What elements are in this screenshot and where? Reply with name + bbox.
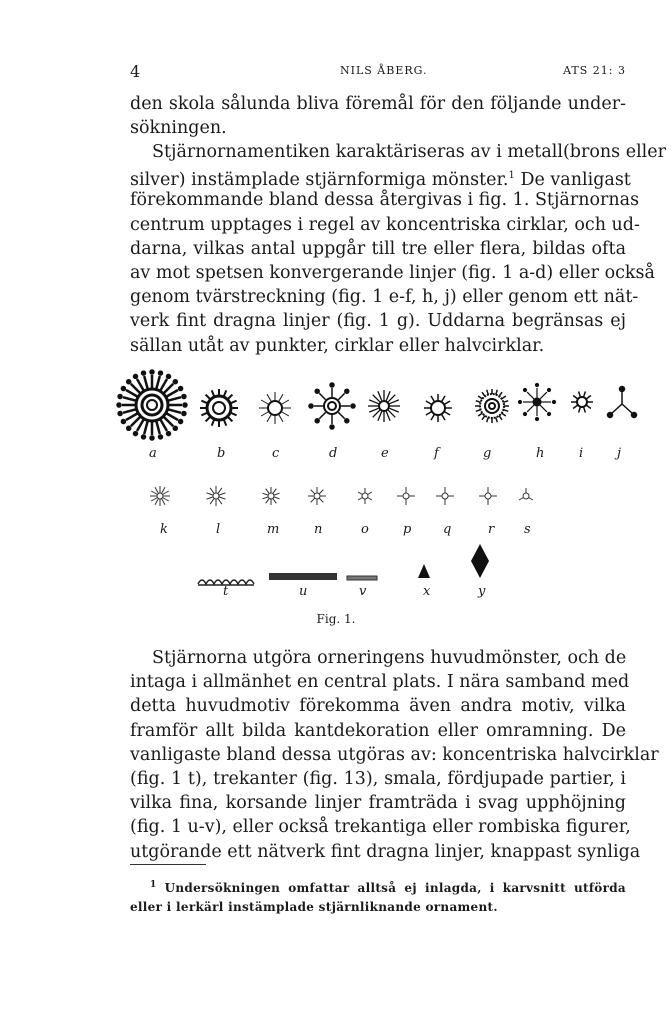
star-ray (163, 498, 169, 502)
star-ray (219, 493, 226, 495)
star-dot (524, 389, 527, 392)
star-dot (330, 383, 334, 387)
star-ray (584, 392, 586, 398)
star-ray (579, 407, 581, 413)
star-ray (476, 401, 481, 403)
footnote-line (130, 876, 626, 898)
star-dot (182, 412, 185, 415)
star-ray (126, 390, 137, 397)
star-ray (161, 420, 168, 431)
text-line (130, 164, 631, 191)
footnote-marker: 1 (150, 880, 157, 890)
star-dot (134, 432, 137, 435)
ornament-e (368, 390, 400, 422)
text-line: sökningen. (130, 118, 227, 139)
star-ray (431, 414, 435, 420)
star-ray (390, 408, 399, 412)
text-line: centrum upptages i regel av koncentriska cirklar, och ud- (130, 214, 640, 235)
star-ray (164, 384, 173, 393)
star-ray (338, 412, 344, 418)
star-dot (548, 389, 551, 392)
figure-label-x: x (423, 584, 431, 599)
ornament-b (200, 389, 238, 427)
star-dot (309, 404, 313, 408)
star-ray (442, 396, 446, 402)
figure-label-b: b (217, 446, 226, 461)
running-author: NILS ÅBERG. (340, 64, 428, 77)
star-ray (519, 498, 523, 501)
text-line: vanligaste bland dessa utgöras av: koncentriska halvcirklar (130, 744, 659, 765)
text-line: detta huvudmotiv förekomma även andra motiv, vilka (130, 696, 626, 717)
star-ray (503, 410, 508, 412)
star-ray (228, 395, 233, 400)
star-ray (164, 417, 173, 426)
star-ray (442, 414, 446, 420)
star-ray (499, 392, 502, 396)
star-ray (201, 401, 208, 404)
star-ray (137, 420, 144, 431)
figure-label-q: q (443, 522, 452, 537)
star-ray (218, 498, 222, 504)
figure-label-m: m (267, 522, 280, 537)
star-dot (159, 435, 162, 438)
star-ray (503, 401, 508, 403)
star-dot (179, 420, 182, 423)
footnote-rule (130, 864, 206, 865)
text-line: verk fint dragna linjer (fig. 1 g). Uddarna begränsas ej (130, 311, 626, 332)
figure-label-t: t (223, 584, 229, 599)
star-ray (311, 498, 315, 502)
star-ray (207, 493, 214, 495)
star-dot (315, 419, 319, 423)
star-dot (142, 435, 145, 438)
star-ray (584, 407, 586, 413)
star-ray (496, 417, 498, 422)
text-line: (fig. 1 u-v), eller också trekantiga eller rombiska figurer, (130, 817, 631, 838)
paragraph-2 (130, 140, 666, 358)
footnote-reference: 1 (508, 170, 515, 182)
text-line: den skola sålunda bliva föremål för den följande under- (130, 94, 626, 114)
ornament-a (118, 371, 187, 440)
star-ray (369, 408, 378, 412)
star-ray (476, 410, 481, 412)
star-ray (155, 487, 159, 493)
star-ray (368, 492, 372, 495)
star-ray (224, 390, 227, 397)
text-line: sällan utåt av punkter, cirklar eller halvcirklar. (130, 335, 545, 356)
star-dot (142, 372, 145, 375)
ornament-row2 (397, 487, 415, 505)
text-fragment: Undersökningen omfattar alltså ej inlagda, i karvsnitt utförda (164, 881, 626, 895)
star-ray (207, 497, 214, 499)
star-ray (144, 376, 147, 389)
star-ray (266, 489, 270, 494)
star-dot (548, 413, 551, 416)
star-ray (319, 393, 325, 399)
star-ray (162, 499, 166, 505)
figure-label-i: i (579, 446, 584, 461)
figure-label-l: l (216, 522, 221, 537)
star-dot (519, 401, 522, 404)
ornament-row2 (479, 487, 497, 505)
ornament-i (571, 392, 593, 413)
star-center (157, 493, 163, 499)
star-ray (212, 419, 215, 426)
star-ray (426, 412, 432, 416)
figure-label-n: n (314, 522, 323, 537)
figure-label-k: k (160, 522, 168, 537)
star-ray (499, 416, 502, 420)
ornament-f (424, 394, 452, 422)
star-ray (386, 412, 390, 421)
star-ray (540, 405, 547, 412)
star-ray (373, 410, 380, 417)
ornament-y (471, 544, 489, 578)
star-ray (378, 412, 382, 421)
star-ray (487, 417, 489, 422)
star-center (442, 493, 448, 499)
ornament-j (608, 387, 637, 418)
star-ray (478, 413, 482, 416)
star-ray (388, 410, 395, 417)
figure-ornaments (100, 360, 640, 610)
star-ray (573, 405, 578, 409)
star-dot (345, 419, 349, 423)
star-center (268, 493, 274, 499)
figure-label-y: y (478, 584, 486, 599)
star-ray (274, 493, 280, 495)
star-center (403, 493, 409, 499)
ornament-v (347, 576, 377, 580)
figure-label-u: u (299, 584, 308, 599)
star-ray (540, 392, 547, 399)
figure-label-c: c (272, 446, 280, 461)
star-ray (482, 392, 485, 396)
figure-label-r: r (488, 522, 495, 537)
journal-reference: ATS 21: 3 (563, 64, 626, 77)
star-ray (487, 390, 489, 395)
star-ray (206, 417, 211, 422)
star-ray (358, 498, 362, 501)
text-line: förekommande bland dessa återgivas i fig. 1. Stjärnornas (130, 190, 640, 211)
star-ray (168, 409, 181, 412)
figure-label-s: s (524, 522, 531, 537)
star-dot (179, 387, 182, 390)
star-dot (122, 420, 125, 423)
figure-label-a: a (149, 446, 157, 461)
star-center (362, 493, 368, 499)
star-dot (151, 371, 154, 374)
star-dot (119, 412, 122, 415)
figure-label-g: g (483, 446, 492, 461)
ornament-g (475, 389, 509, 423)
star-dot (134, 375, 137, 378)
ornament-row2 (308, 487, 326, 505)
star-dot (182, 395, 185, 398)
star-dot (118, 404, 121, 407)
star-center (485, 493, 491, 499)
star-ray (123, 409, 136, 412)
star-dot (151, 437, 154, 440)
text-line: utgörande ett nätverk fint dragna linjer, knappast synliga (130, 841, 641, 862)
figure-label-e: e (381, 446, 389, 461)
star-ray (273, 498, 277, 503)
star-dot (167, 432, 170, 435)
footnote-line: eller i lerkärl instämplade stjärnliknande ornament. (130, 900, 498, 914)
text-line: Stjärnorna utgöra orneringens huvudmönster, och de (152, 648, 627, 668)
star-ray (212, 390, 215, 397)
star-ray (206, 395, 211, 400)
ornament-row2 (262, 487, 279, 505)
star-dot (553, 401, 556, 404)
ornament-u (269, 573, 337, 580)
star-dot (184, 404, 187, 407)
ornament-c (259, 392, 291, 424)
star-ray (201, 413, 208, 416)
ornament-row2 (150, 486, 170, 506)
star-ray (163, 491, 169, 495)
paragraph-1 (130, 92, 626, 140)
star-ray (369, 400, 378, 404)
star-dot (315, 389, 319, 393)
star-ray (224, 419, 227, 426)
star-dot (174, 380, 177, 383)
star-center (213, 493, 219, 499)
star-ray (168, 397, 181, 400)
star-ray (210, 498, 214, 504)
star-ray (444, 412, 450, 416)
ornament-row2 (519, 488, 533, 500)
star-dot (174, 427, 177, 430)
star-ray (426, 401, 432, 405)
text-line: genom tvärstreckning (fig. 1 e-f, h, j) eller genom ett nät- (130, 287, 639, 308)
star-ray (151, 491, 157, 495)
star-ray (502, 413, 506, 416)
text-fragment: De vanligast (520, 170, 631, 191)
star-ray (311, 490, 315, 494)
star-ray (573, 396, 578, 400)
star-ray (219, 497, 226, 499)
star-ray (586, 396, 591, 400)
star-dot (351, 404, 355, 408)
star-ray (144, 421, 147, 434)
star-ray (388, 395, 395, 402)
figure-label-f: f (434, 446, 439, 461)
star-ray (228, 417, 233, 422)
star-ray (262, 497, 268, 499)
star-ray (131, 384, 140, 393)
star-ray (358, 492, 362, 495)
footnote (130, 876, 626, 917)
star-ray (262, 493, 268, 495)
star-ray (319, 412, 325, 418)
star-dot (119, 395, 122, 398)
star-dot (127, 427, 130, 430)
star-dot (127, 380, 130, 383)
figure-label-j: j (617, 446, 622, 461)
star-ray (496, 390, 498, 395)
star-dot (524, 413, 527, 416)
star-ray (319, 498, 323, 502)
star-ray (431, 396, 435, 402)
text-line: (fig. 1 t), trekanter (fig. 13), smala, fördjupade partier, i (130, 768, 626, 789)
ornament-row2 (358, 488, 372, 504)
star-ray (482, 416, 485, 420)
figure-label-v: v (359, 584, 367, 599)
star-ray (478, 396, 482, 399)
star-center (314, 493, 320, 499)
star-ray (156, 376, 159, 389)
star-ray (579, 392, 581, 398)
star-dot (159, 372, 162, 375)
star-ray (161, 379, 168, 390)
star-ray (373, 395, 380, 402)
star-dot (167, 375, 170, 378)
star-center (523, 493, 529, 499)
star-ray (162, 487, 166, 493)
page-number: 4 (130, 62, 141, 81)
star-dot (330, 425, 334, 429)
star-ray (502, 396, 506, 399)
ornament-d (309, 383, 355, 429)
star-ray (378, 391, 382, 400)
figure-label-o: o (361, 522, 369, 537)
star-ray (131, 417, 140, 426)
text-line: av mot spetsen konvergerande linjer (fig. 1 a-d) eller också (130, 262, 655, 283)
star-ray (123, 397, 136, 400)
text-line: framför allt bilda kantdekoration eller omramning. De (130, 720, 626, 741)
figure-label-d: d (329, 446, 338, 461)
star-ray (273, 489, 277, 494)
star-ray (167, 390, 178, 397)
star-ray (368, 498, 372, 501)
figure-label-p: p (403, 522, 412, 537)
text-line: intaga i allmänhet en central plats. I nära samband med (130, 672, 630, 693)
star-ray (319, 490, 323, 494)
text-line: darna, vilkas antal uppgår till tre eller flera, bildas ofta (130, 238, 626, 259)
ornament-x (418, 564, 430, 578)
star-ray (527, 405, 534, 412)
star-ray (274, 497, 280, 499)
ornament-h (519, 384, 556, 421)
star-ray (156, 421, 159, 434)
star-dot (345, 389, 349, 393)
star-ray (167, 414, 178, 421)
star-ray (218, 488, 222, 494)
figure-label-h: h (536, 446, 545, 461)
star-ray (126, 414, 137, 421)
text-line: Stjärnornamentiken karaktäriseras av i metall(brons eller (152, 142, 666, 162)
star-ray (210, 488, 214, 494)
paragraph-3 (130, 646, 659, 864)
star-dot (536, 418, 539, 421)
star-ray (151, 498, 157, 502)
star-ray (230, 413, 237, 416)
text-fragment: silver) instämplade stjärnformiga mönster. (130, 170, 509, 191)
star-ray (444, 401, 450, 405)
figure-caption: Fig. 1. (316, 612, 356, 626)
star-ray (586, 405, 591, 409)
text-line: vilka fina, korsande linjer framträda i svag upphöjning (130, 793, 626, 814)
star-ray (529, 498, 533, 501)
star-ray (527, 392, 534, 399)
star-ray (390, 400, 399, 404)
star-dot (536, 384, 539, 387)
star-ray (266, 498, 270, 503)
star-ray (155, 499, 159, 505)
ornament-row2 (207, 486, 226, 506)
star-ray (230, 401, 237, 404)
running-header (130, 62, 626, 82)
star-dot (122, 387, 125, 390)
ornament-row2 (436, 487, 454, 505)
star-ray (386, 391, 390, 400)
star-ray (338, 393, 344, 399)
star-ray (137, 379, 144, 390)
